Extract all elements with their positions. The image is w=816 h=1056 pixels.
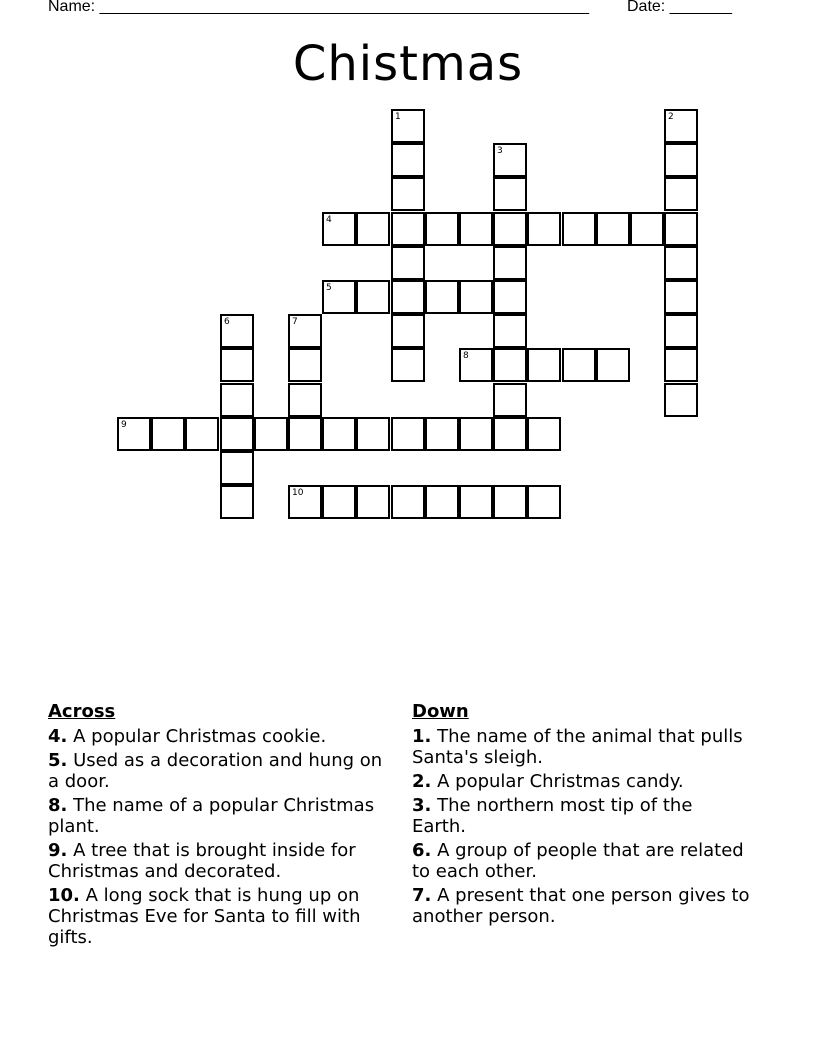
clue-number: 10. <box>48 885 80 906</box>
clue-across-5 <box>48 750 388 792</box>
crossword-cell[interactable] <box>425 280 459 314</box>
clue-number: 4. <box>48 726 68 747</box>
clue-text: Used as a decoration and hung on a door. <box>48 750 383 792</box>
crossword-cell[interactable] <box>288 383 322 417</box>
cell-number: 8 <box>463 351 469 361</box>
cell-number: 9 <box>121 420 127 430</box>
crossword-cell[interactable] <box>185 417 219 451</box>
crossword-cell[interactable] <box>220 451 254 485</box>
crossword-cell[interactable] <box>220 417 254 451</box>
clue-across-10 <box>48 885 388 948</box>
crossword-cell[interactable] <box>596 212 630 246</box>
crossword-cell[interactable] <box>425 485 459 519</box>
crossword-cell[interactable] <box>220 383 254 417</box>
clue-down-7 <box>412 885 752 927</box>
crossword-cell[interactable] <box>527 485 561 519</box>
down-clues <box>412 701 752 930</box>
crossword-cell[interactable] <box>527 212 561 246</box>
crossword-cell[interactable] <box>288 348 322 382</box>
clue-number: 8. <box>48 795 68 816</box>
crossword-cell[interactable] <box>356 212 390 246</box>
crossword-cell[interactable] <box>322 485 356 519</box>
crossword-cell[interactable] <box>493 314 527 348</box>
puzzle-title: Chistmas <box>292 36 524 92</box>
crossword-cell[interactable] <box>391 417 425 451</box>
clue-text: The name of a popular Christmas plant. <box>48 795 375 837</box>
crossword-cell[interactable] <box>493 246 527 280</box>
crossword-cell[interactable] <box>288 417 322 451</box>
cell-number: 10 <box>292 488 304 498</box>
clue-text: A present that one person gives to another person. <box>412 885 750 927</box>
crossword-cell[interactable] <box>322 280 356 314</box>
crossword-cell[interactable] <box>493 177 527 211</box>
crossword-cell[interactable] <box>117 417 151 451</box>
clue-number: 3. <box>412 795 432 816</box>
clue-down-1 <box>412 726 752 768</box>
crossword-cell[interactable] <box>527 348 561 382</box>
crossword-cell[interactable] <box>391 280 425 314</box>
crossword-cell[interactable] <box>425 417 459 451</box>
crossword-cell[interactable] <box>356 280 390 314</box>
crossword-cell[interactable] <box>288 314 322 348</box>
clue-number: 6. <box>412 840 432 861</box>
crossword-cell[interactable] <box>527 417 561 451</box>
crossword-cell[interactable] <box>151 417 185 451</box>
clue-text: A tree that is brought inside for Christmas and decorated. <box>48 840 356 882</box>
crossword-cell[interactable] <box>664 143 698 177</box>
crossword-cell[interactable] <box>322 212 356 246</box>
cell-number: 6 <box>224 317 230 327</box>
down-heading: Down <box>412 701 469 722</box>
clue-text: The northern most tip of the Earth. <box>412 795 693 837</box>
crossword-cell[interactable] <box>391 143 425 177</box>
crossword-cell[interactable] <box>493 417 527 451</box>
crossword-cell[interactable] <box>459 348 493 382</box>
clue-number: 1. <box>412 726 432 747</box>
crossword-cell[interactable] <box>391 212 425 246</box>
crossword-cell[interactable] <box>664 383 698 417</box>
crossword-cell[interactable] <box>425 212 459 246</box>
clue-down-3 <box>412 795 752 837</box>
clue-text: A group of people that are related to each other. <box>412 840 744 882</box>
clue-text: A popular Christmas candy. <box>437 771 684 792</box>
clue-down-2 <box>412 771 752 792</box>
crossword-cell[interactable] <box>391 246 425 280</box>
crossword-cell[interactable] <box>664 212 698 246</box>
crossword-cell[interactable] <box>493 485 527 519</box>
crossword-cell[interactable] <box>459 485 493 519</box>
crossword-cell[interactable] <box>391 109 425 143</box>
crossword-cell[interactable] <box>459 280 493 314</box>
cell-number: 5 <box>326 283 332 293</box>
clue-across-8 <box>48 795 388 837</box>
crossword-cell[interactable] <box>391 348 425 382</box>
across-heading: Across <box>48 701 116 722</box>
clue-across-9 <box>48 840 388 882</box>
crossword-cell[interactable] <box>664 348 698 382</box>
crossword-cell[interactable] <box>664 246 698 280</box>
crossword-cell[interactable] <box>254 417 288 451</box>
crossword-cell[interactable] <box>391 177 425 211</box>
crossword-cell[interactable] <box>356 417 390 451</box>
cell-number: 1 <box>395 112 401 122</box>
clue-number: 5. <box>48 750 68 771</box>
crossword-cell[interactable] <box>459 417 493 451</box>
crossword-cell[interactable] <box>493 143 527 177</box>
crossword-cell[interactable] <box>391 485 425 519</box>
crossword-cell[interactable] <box>493 383 527 417</box>
crossword-cell[interactable] <box>356 485 390 519</box>
crossword-cell[interactable] <box>664 314 698 348</box>
crossword-cell[interactable] <box>391 314 425 348</box>
crossword-cell[interactable] <box>493 212 527 246</box>
cell-number: 4 <box>326 215 332 225</box>
crossword-cell[interactable] <box>664 177 698 211</box>
crossword-cell[interactable] <box>220 485 254 519</box>
clue-number: 7. <box>412 885 432 906</box>
crossword-cell[interactable] <box>664 109 698 143</box>
crossword-cell[interactable] <box>322 417 356 451</box>
crossword-cell[interactable] <box>220 314 254 348</box>
clue-across-4 <box>48 726 388 747</box>
crossword-cell[interactable] <box>630 212 664 246</box>
clue-down-6 <box>412 840 752 882</box>
cell-number: 2 <box>668 112 674 122</box>
crossword-cell[interactable] <box>493 348 527 382</box>
cell-number: 7 <box>292 317 298 327</box>
crossword-cell[interactable] <box>596 348 630 382</box>
crossword-cell[interactable] <box>493 280 527 314</box>
clue-text: The name of the animal that pulls Santa's sleigh. <box>412 726 743 768</box>
across-clues <box>48 701 388 951</box>
clue-number: 9. <box>48 840 68 861</box>
cell-number: 3 <box>497 146 503 156</box>
crossword-cell[interactable] <box>459 212 493 246</box>
crossword-cell[interactable] <box>562 348 596 382</box>
date-field-label: Date: _______ <box>627 0 732 15</box>
crossword-cell[interactable] <box>288 485 322 519</box>
clue-text: A popular Christmas cookie. <box>73 726 327 747</box>
crossword-cell[interactable] <box>664 280 698 314</box>
clue-number: 2. <box>412 771 432 792</box>
crossword-cell[interactable] <box>562 212 596 246</box>
clue-text: A long sock that is hung up on Christmas Eve for Santa to fill with gifts. <box>48 885 361 948</box>
name-field-label: Name: _______________________________________________________ <box>48 0 589 15</box>
crossword-cell[interactable] <box>220 348 254 382</box>
